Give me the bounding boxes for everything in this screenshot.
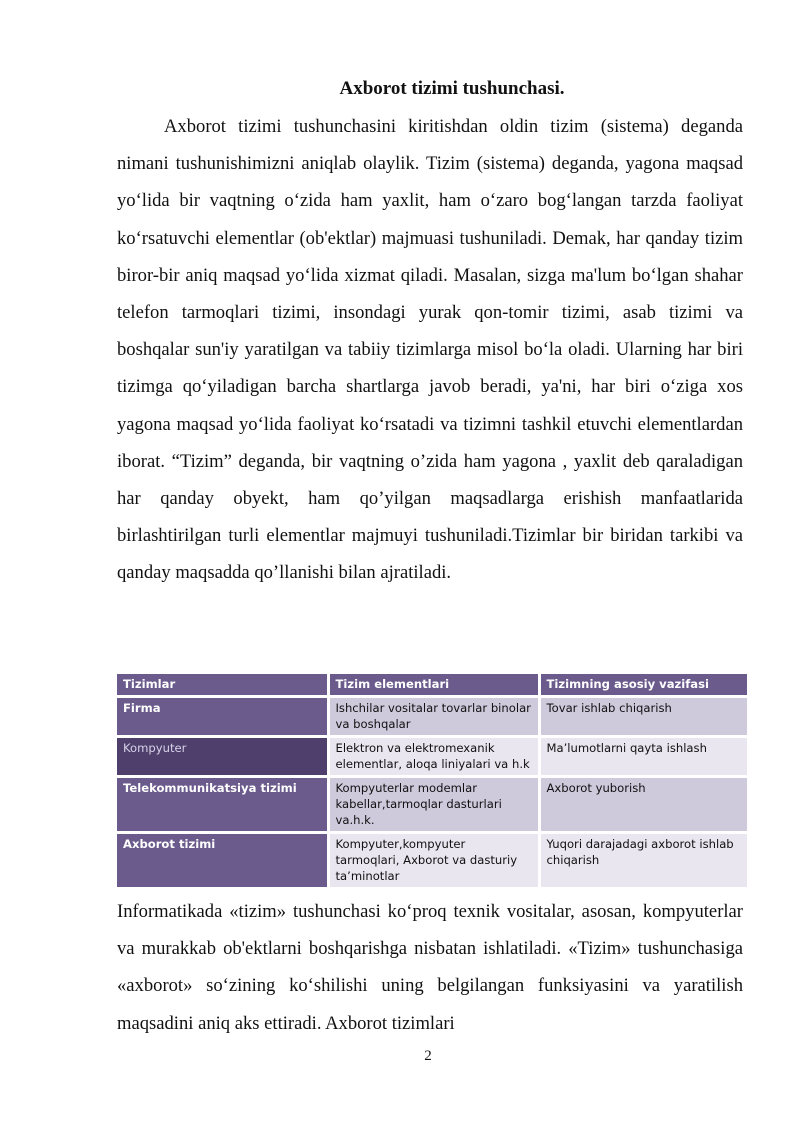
elements-cell: Kompyuterlar modemlar kabellar,tarmoqlar dasturlari va.h.k. xyxy=(328,777,539,833)
table-row xyxy=(117,737,748,777)
header-cell: Tizim elementlari xyxy=(328,674,539,697)
page-number: 2 xyxy=(424,1048,432,1064)
elements-cell: Ishchilar vositalar tovarlar binolar va boshqalar xyxy=(328,697,539,737)
function-cell: Axborot yuborish xyxy=(539,777,748,833)
table-row xyxy=(117,697,748,737)
system-name-cell: Telekommunikatsiya tizimi xyxy=(117,777,328,833)
system-name-cell: Kompyuter xyxy=(117,737,328,777)
body-paragraph: Informatikada «tizim» tushunchasi ko‘proq texnik vositalar, asosan, kompyuterlar va murakkab ob'ektlarni boshqarishga nisbatan ishlatiladi. «Tizim» tushunchasiga «axborot» so‘zining ko‘shilishi uning belgilangan funksiyasini va yaratilish maqsadini aniq aks ettiradi. Axborot tizimlari xyxy=(117,901,743,1034)
systems-table xyxy=(117,674,750,890)
function-cell: Tovar ishlab chiqarish xyxy=(539,697,748,737)
system-name-cell: Firma xyxy=(117,697,328,737)
section-title: Axborot tizimi tushunchasi. xyxy=(339,78,565,99)
table-row xyxy=(117,833,748,889)
table-header-row xyxy=(117,674,748,697)
elements-cell: Kompyuter,kompyuter tarmoqlari, Axborot va dasturiy ta’minotlar xyxy=(328,833,539,889)
intro-paragraph: Axborot tizimi tushunchasini kiritishdan oldin tizim (sistema) deganda nimani tushunishimizni aniqlab olaylik. Tizim (sistema) deganda, yagona maqsad yo‘lida bir vaqtning o‘zida ham yaxlit, ham o‘zaro bog‘langan tarzda faoliyat ko‘rsatuvchi elementlar (ob'ektlar) majmuasi tushuniladi. Demak, har qanday tizim biror-bir aniq maqsad yo‘lida xizmat qiladi. Masalan, sizga ma'lum bo‘lgan shahar telefon tarmoqlari tizimi, insondagi yurak qon-tomir tizimi, asab tizimi va boshqalar sun'iy yaratilgan va tabiiy tizimlarga misol bo‘la oladi. Ularning har biri tizimga qo‘yiladigan barcha shartlarga javob beradi, ya'ni, har biri o‘ziga xos yagona maqsad yo‘lida faoliyat ko‘rsatadi va tizimni tashkil etuvchi elementlardan iborat. “Tizim” deganda, bir vaqtning o’zida ham yagona , yaxlit deb qaraladigan har qanday obyekt, ham qo’yilgan maqsadlarga erishish manfaatlarida birlashtirilgan turli elementlar majmuyi tushuniladi.Tizimlar bir biridan tarkibi va qanday maqsadda qo’llanishi bilan ajratiladi. xyxy=(117,116,743,584)
header-cell: Tizimning asosiy vazifasi xyxy=(539,674,748,697)
function-cell: Yuqori darajadagi axborot ishlab chiqarish xyxy=(539,833,748,889)
elements-cell: Elektron va elektromexanik elementlar, aloqa liniyalari va h.k xyxy=(328,737,539,777)
header-cell: Tizimlar xyxy=(117,674,328,697)
function-cell: Ma’lumotlarni qayta ishlash xyxy=(539,737,748,777)
table-row xyxy=(117,777,748,833)
system-name-cell: Axborot tizimi xyxy=(117,833,328,889)
